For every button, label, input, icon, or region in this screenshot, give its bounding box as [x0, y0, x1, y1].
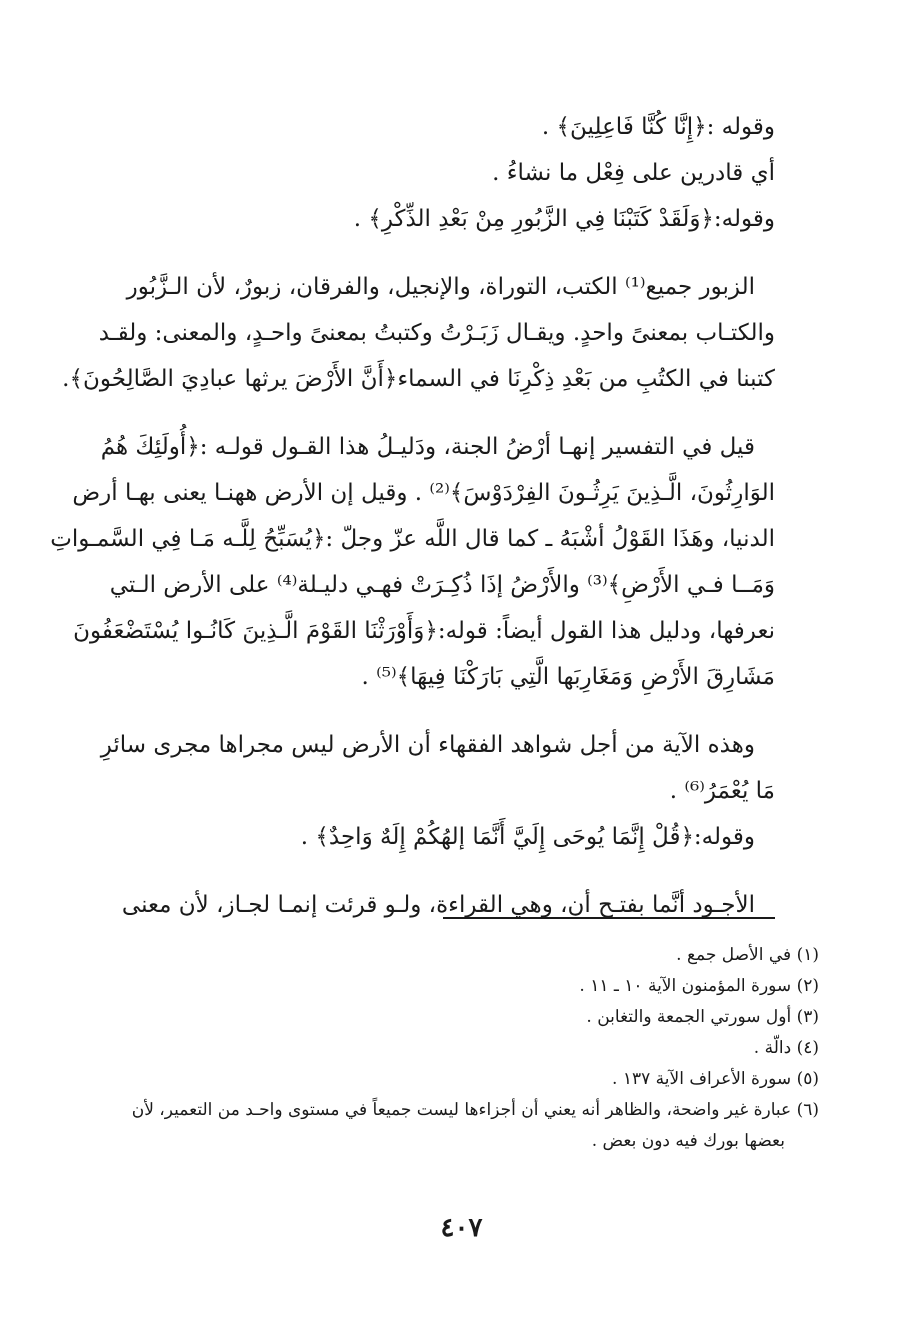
paragraph-gap — [147, 700, 775, 722]
footnote-item: (٢) سورة المؤمنون الآية ١٠ ـ ١١ . — [579, 976, 819, 996]
text-line: الدنيا، وهَذَا القَوْلُ أشْبَهُ ـ كما قال اللَّه عزّ وجلّ :﴿يُسَبِّحُ لِلَّـه مَـا فِي السَّمـواتِ — [50, 526, 775, 552]
text-line: أي قادرين على فِعْل ما نشاءُ . — [492, 160, 775, 186]
paragraph-5 — [121, 882, 775, 928]
paragraph-gap — [147, 402, 775, 424]
text-line: نعرفها، ودليل هذا القول أيضاً: قوله:﴿وَأَوْرَثْنَا القَوْمَ الَّـذِينَ كَانُـوا يُسْتَضْعَفُونَ — [73, 618, 775, 644]
paragraph-4 — [100, 722, 775, 860]
footnote-item: (١) في الأصل جمع . — [676, 945, 819, 965]
paragraph-3 — [50, 424, 775, 700]
text-line: والكتـاب بمعنىً واحدٍ. ويقـال زَبَـرْتُ وكتبتُ بمعنىً واحـدٍ، والمعنى: ولقـد — [98, 320, 775, 346]
footnote-item: (٤) دالّة . — [753, 1038, 819, 1058]
footnote-divider — [443, 917, 775, 919]
text-line: وقوله:﴿وَلَقَدْ كَتَبْنَا فِي الزَّبُورِ مِنْ بَعْدِ الذِّكْرِ﴾ . — [353, 206, 775, 232]
text-line: وقوله :﴿إِنَّا كُنَّا فَاعِلِينَ﴾ . — [541, 114, 775, 140]
text-line: مَشَارِقَ الأَرْضِ وَمَغَارِبَها الَّتِي بَارَكْنَا فِيهَا﴾⁽⁵⁾ . — [361, 664, 775, 690]
footnotes — [131, 940, 819, 1157]
text-line: وقوله:﴿قُلْ إِنَّمَا يُوحَى إِلَيَّ أَنَّمَا إلهُكُمْ إِلَهٌ وَاحِدٌ﴾ . — [300, 824, 755, 850]
text-line: مَا يُعْمَرُ⁽⁶⁾ . — [669, 778, 775, 804]
text-line: الزبور جميع⁽¹⁾ الكتب، التوراة، والإنجيل، والفرقان، زبورٌ، لأن الـزَّبُور — [126, 274, 755, 300]
paragraph-gap — [147, 860, 775, 882]
paragraph-2 — [62, 264, 775, 402]
text-line: وهذه الآية من أجل شواهد الفقهاء أن الأرض ليس مجراها مجرى سائرِ — [100, 732, 755, 758]
paragraph-gap — [147, 242, 775, 264]
text-line: كتبنا في الكتُبِ من بَعْدِ ذِكْرِنَا في السماء﴿أَنَّ الأَرْضَ يرثها عبادِيَ الصَّالِحُونَ﴾. — [62, 366, 775, 392]
main-text — [50, 104, 775, 928]
footnote-item: (٥) سورة الأعراف الآية ١٣٧ . — [612, 1069, 819, 1089]
text-line: الأجـود أنَّما بفتـح أن، وهي القراءة، ولـو قرئت إنمـا لجـاز، لأن معنى — [121, 892, 755, 918]
text-line: الوَارِثُونَ، الَّـذِينَ يَرِثُـونَ الفِرْدَوْسَ﴾⁽²⁾ . وقيل إن الأرض ههنـا يعنى بهـا أرض — [72, 480, 775, 506]
footnote-item-continuation: بعضها بورك فيه دون بعض . — [591, 1131, 785, 1151]
footnote-item: (٣) أول سورتي الجمعة والتغابن . — [586, 1007, 819, 1027]
text-line: وَمَــا فـي الأَرْضِ﴾⁽³⁾ والأَرْضُ إذَا ذُكِـرَتْ فهـي دليـلة⁽⁴⁾ على الأرض الـتي — [109, 572, 775, 598]
paragraph-1 — [147, 104, 775, 242]
page-number: ٤٠٧ — [440, 1213, 483, 1243]
footnote-item: (٦) عبارة غير واضحة، والظاهر أنه يعني أن أجزاءها ليست جميعاً في مستوى واحـد من التعمير، لأن — [131, 1100, 819, 1120]
text-line: قيل في التفسير إنهـا أرْضُ الجنة، ودَليـلُ هذا القـول قولـه :﴿أُولَئِكَ هُمُ — [100, 434, 755, 460]
